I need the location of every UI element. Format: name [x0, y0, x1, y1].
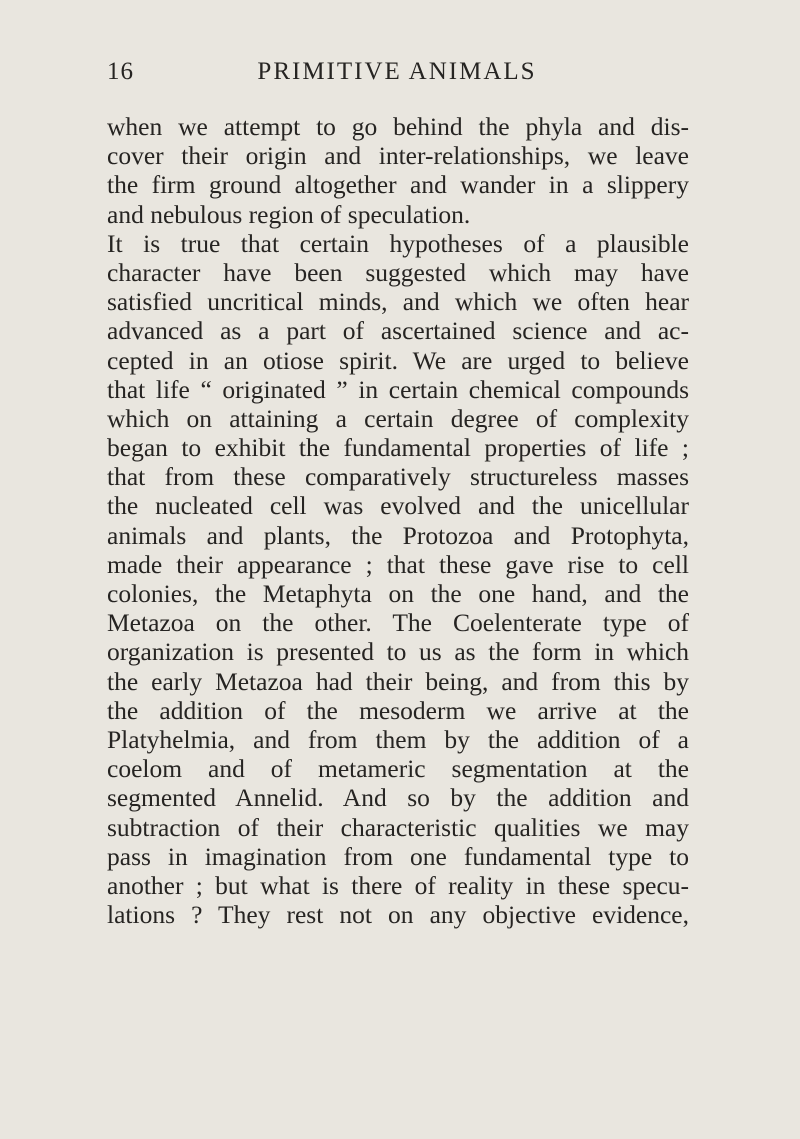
text-line: that life “ originated ” in certain chemical compounds — [107, 374, 689, 404]
text-line: the firm ground altogether and wander in a slippery — [107, 170, 689, 200]
text-line: It is true that certain hypotheses of a plausible — [107, 228, 689, 258]
text-line: Platyhelmia, and from them by the addition of a — [107, 724, 689, 754]
text-line: began to exhibit the fundamental properties of life ; — [107, 433, 689, 463]
text-line: segmented Annelid. And so by the addition and — [107, 783, 689, 813]
text-line: and nebulous region of speculation. — [107, 199, 471, 229]
text-line: the nucleated cell was evolved and the unicellular — [107, 491, 689, 521]
running-head: PRIMITIVE ANIMALS — [257, 58, 537, 85]
text-line: lations ? They rest not on any objective evidence, — [107, 900, 689, 930]
text-line: satisfied uncritical minds, and which we often hear — [107, 287, 689, 317]
text-line: another ; but what is there of reality in these specu- — [107, 870, 689, 900]
text-line: animals and plants, the Protozoa and Protophyta, — [107, 520, 689, 550]
text-line: the early Metazoa had their being, and from this by — [107, 666, 689, 696]
text-line: made their appearance ; that these gave rise to cell — [107, 549, 689, 579]
text-line: advanced as a part of ascertained science and ac- — [107, 316, 689, 346]
text-line: which on attaining a certain degree of complexity — [107, 403, 689, 433]
text-line: coelom and of metameric segmentation at the — [107, 754, 689, 784]
text-line: subtraction of their characteristic qualities we may — [107, 812, 689, 842]
text-line: cepted in an otiose spirit. We are urged to believe — [107, 345, 689, 375]
body-text — [107, 112, 689, 929]
text-line: pass in imagination from one fundamental type to — [107, 841, 689, 871]
text-line: organization is presented to us as the form in which — [107, 637, 689, 667]
text-line: Metazoa on the other. The Coelenterate type of — [107, 608, 689, 638]
page-number: 16 — [107, 58, 134, 85]
text-line: colonies, the Metaphyta on the one hand, and the — [107, 579, 689, 608]
text-line: the addition of the mesoderm we arrive at the — [107, 695, 689, 725]
page-header — [107, 58, 687, 98]
text-line: character have been suggested which may have — [107, 257, 689, 287]
text-line: when we attempt to go behind the phyla and dis- — [107, 112, 689, 141]
text-line: cover their origin and inter-relationships, we leave — [107, 141, 689, 171]
text-line: that from these comparatively structureless masses — [107, 462, 689, 492]
